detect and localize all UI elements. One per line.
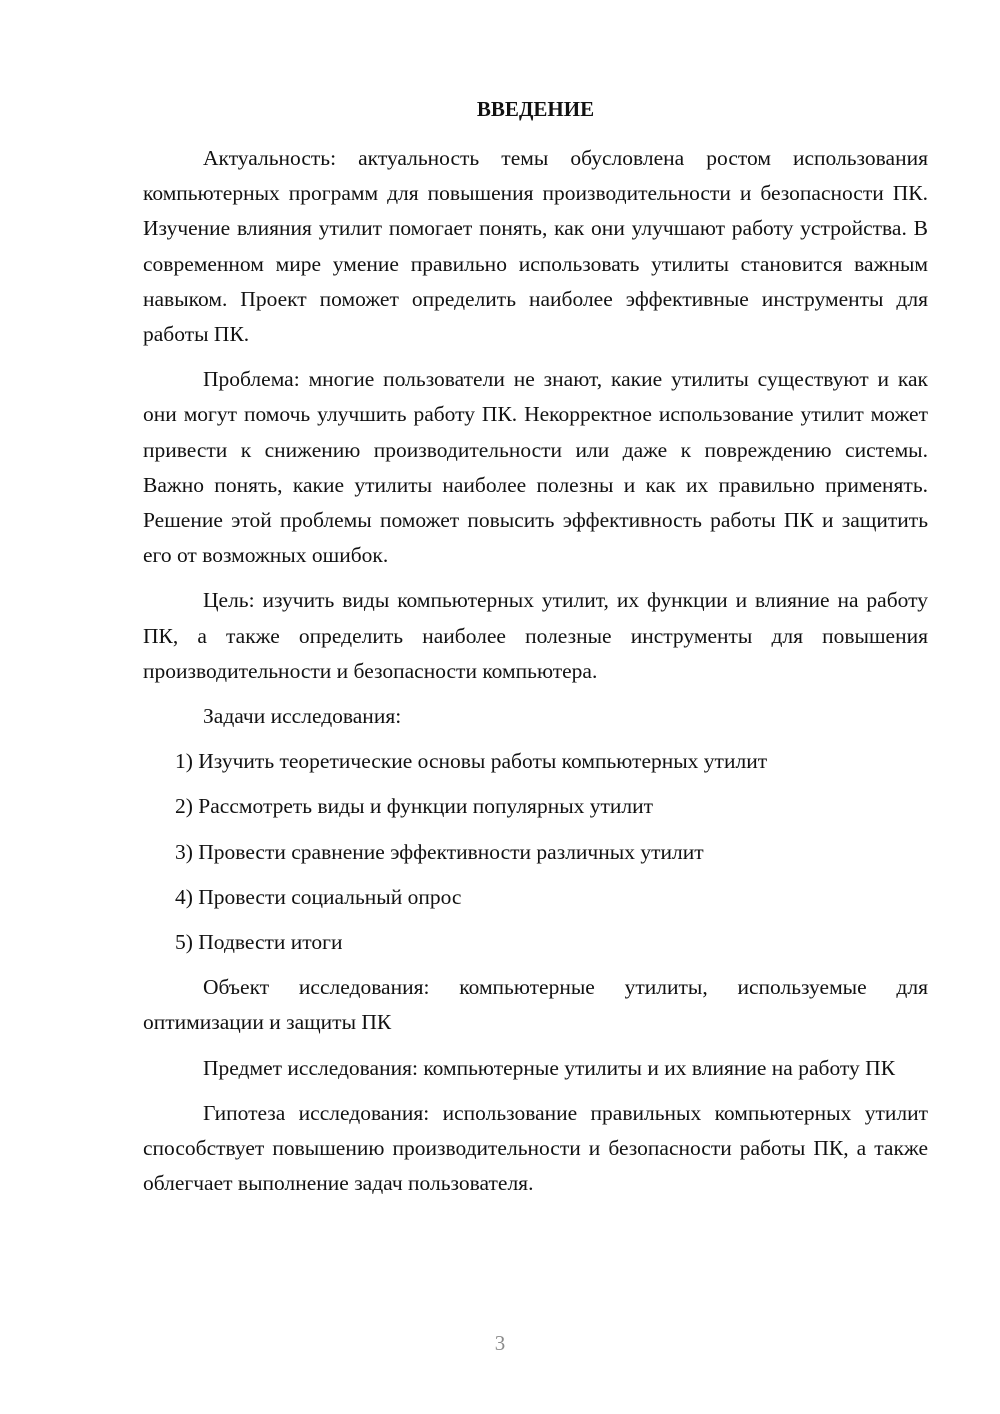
goal-paragraph: Цель: изучить виды компьютерных утилит, их функции и влияние на работу ПК, а также определить наиболее полезные инструменты для повышения производительности и безопасности компьютера. [143, 588, 928, 683]
page-number: 3 [494, 1331, 506, 1355]
object-paragraph: Объект исследования: компьютерные утилиты, используемые для оптимизации и защиты ПК [143, 975, 928, 1035]
hypothesis-paragraph: Гипотеза исследования: использование правильных компьютерных утилит способствует повышению производительности и безопасности работы ПК, а также облегчает выполнение задач пользователя. [143, 1100, 928, 1196]
task-item: 5) Подвести итоги [175, 930, 343, 955]
task-item: 4) Провести социальный опрос [175, 884, 462, 909]
page-title: ВВЕДЕНИЕ [476, 97, 595, 121]
subject-paragraph: Предмет исследования: компьютерные утилиты и их влияние на работу ПК [203, 1055, 896, 1080]
problem-paragraph: Проблема: многие пользователи не знают, какие утилиты существуют и как они могут помочь улучшить работу ПК. Некорректное использование утилит может привести к снижению производительности или даже к повреждению системы. Важно понять, какие утилиты наиболее полезны и как их правильно применять. Решение этой проблемы поможет повысить эффективность работы ПК и защитить его от возможных ошибок. [143, 367, 928, 568]
task-item: 3) Провести сравнение эффективности различных утилит [175, 839, 704, 864]
relevance-paragraph: Актуальность: актуальность темы обусловлена ростом использования компьютерных программ для повышения производительности и безопасности ПК. Изучение влияния утилит помогает понять, как они улучшают работу устройства. В современном мире умение правильно использовать утилиты становится важным навыком. Проект поможет определить наиболее эффективные инструменты для работы ПК. [143, 146, 928, 347]
task-item: 1) Изучить теоретические основы работы компьютерных утилит [175, 749, 768, 774]
tasks-heading: Задачи исследования: [203, 704, 402, 729]
task-item: 2) Рассмотреть виды и функции популярных утилит [175, 794, 654, 819]
document-page [143, 92, 928, 1211]
